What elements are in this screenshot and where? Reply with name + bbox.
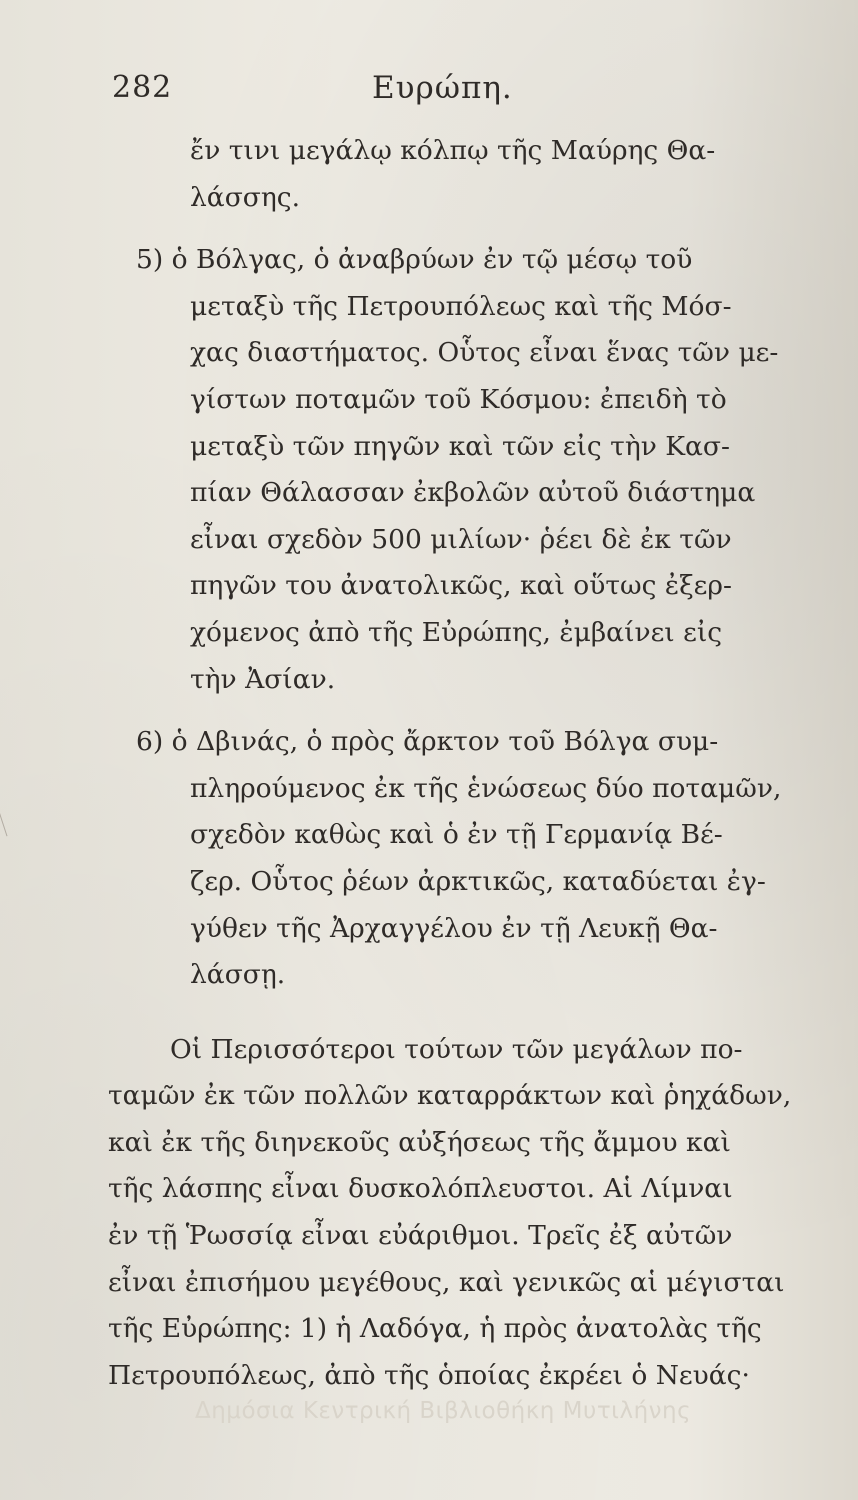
text-line: γίστων ποταμῶν τοῦ Κόσμου: ἐπειδὴ τὸ: [190, 383, 727, 415]
paragraph-gap: [108, 703, 798, 719]
text-line: τῆς λάσπης εἶναι δυσκολόπλευστοι. Αἱ Λίμναι: [108, 1173, 733, 1205]
page-header: [0, 62, 858, 112]
text-line: πηγῶν του ἀνατολικῶς, καὶ οὕτως ἐξερ-: [190, 570, 732, 602]
text-line: ἐν τῇ Ῥωσσίᾳ εἶναι εὐάριθμοι. Τρεῖς ἐξ αὐτῶν: [108, 1220, 733, 1252]
text-line: λάσσης.: [190, 181, 301, 213]
text-line: χόμενος ἀπὸ τῆς Εὐρώπης, ἐμβαίνει εἰς: [190, 616, 723, 648]
running-head: Ευρώπη.: [372, 70, 513, 106]
text-line: μεταξὺ τῆς Πετρουπόλεως καὶ τῆς Μόσ-: [190, 290, 732, 322]
paragraph-gap: [108, 1015, 798, 1027]
paragraph-gap: [108, 221, 798, 237]
text-line: πίαν Θάλασσαν ἐκβολῶν αὐτοῦ διάστημα: [190, 477, 756, 509]
text-line: χας διαστήματος. Οὗτος εἶναι ἕνας τῶν με-: [190, 337, 779, 369]
text-line: καὶ ἐκ τῆς διηνεκοῦς αὐξήσεως τῆς ἄμμου καὶ: [108, 1126, 731, 1158]
page-body: [108, 128, 798, 1399]
list-item-6-first-line: 6) ὁ Δβινάς, ὁ πρὸς ἄρκτον τοῦ Βόλγα συμ-: [136, 726, 719, 758]
text-line: πληρούμενος ἐκ τῆς ἑνώσεως δύο ποταμῶν,: [190, 772, 782, 804]
text-line: τῆς Εὐρώπης: 1) ἡ Λαδόγα, ἡ πρὸς ἀνατολὰς τῆς: [108, 1313, 762, 1345]
text-line: ζερ. Οὗτος ῥέων ἀρκτικῶς, καταδύεται ἐγ-: [190, 865, 766, 897]
text-line: τὴν Ἀσίαν.: [190, 663, 336, 695]
paragraph-gap: [108, 999, 798, 1015]
library-watermark: Δημόσια Κεντρική Βιβλιοθήκη Μυτιλήνης: [195, 1398, 692, 1424]
text-line: γύθεν τῆς Ἀρχαγγέλου ἐν τῇ Λευκῇ Θα-: [190, 912, 718, 944]
list-item-5-first-line: 5) ὁ Βόλγας, ὁ ἀναβρύων ἐν τῷ μέσῳ τοῦ: [136, 244, 693, 276]
page-number: 282: [112, 70, 173, 105]
text-line: Πετρουπόλεως, ἀπὸ τῆς ὁποίας ἐκρέει ὁ Νευάς·: [108, 1359, 750, 1391]
page-edge-mark: [0, 794, 21, 837]
text-line: εἶναι σχεδὸν 500 μιλίων· ῥέει δὲ ἐκ τῶν: [190, 523, 732, 555]
text-line: εἶναι ἐπισήμου μεγέθους, καὶ γενικῶς αἱ μέγισται: [108, 1266, 785, 1298]
text-line: σχεδὸν καθὼς καὶ ὁ ἐν τῇ Γερμανίᾳ Βέ-: [190, 819, 723, 851]
text-line: μεταξὺ τῶν πηγῶν καὶ τῶν εἰς τὴν Κασ-: [190, 430, 730, 462]
text-line: λάσσῃ.: [190, 959, 286, 991]
paragraph-first-line: Οἱ Περισσότεροι τούτων τῶν μεγάλων πο-: [170, 1033, 743, 1065]
text-line: ταμῶν ἐκ τῶν πολλῶν καταρράκτων καὶ ῥηχάδων,: [108, 1080, 792, 1112]
text-line: ἔν τινι μεγάλῳ κόλπῳ τῆς Μαύρης Θα-: [190, 135, 716, 166]
